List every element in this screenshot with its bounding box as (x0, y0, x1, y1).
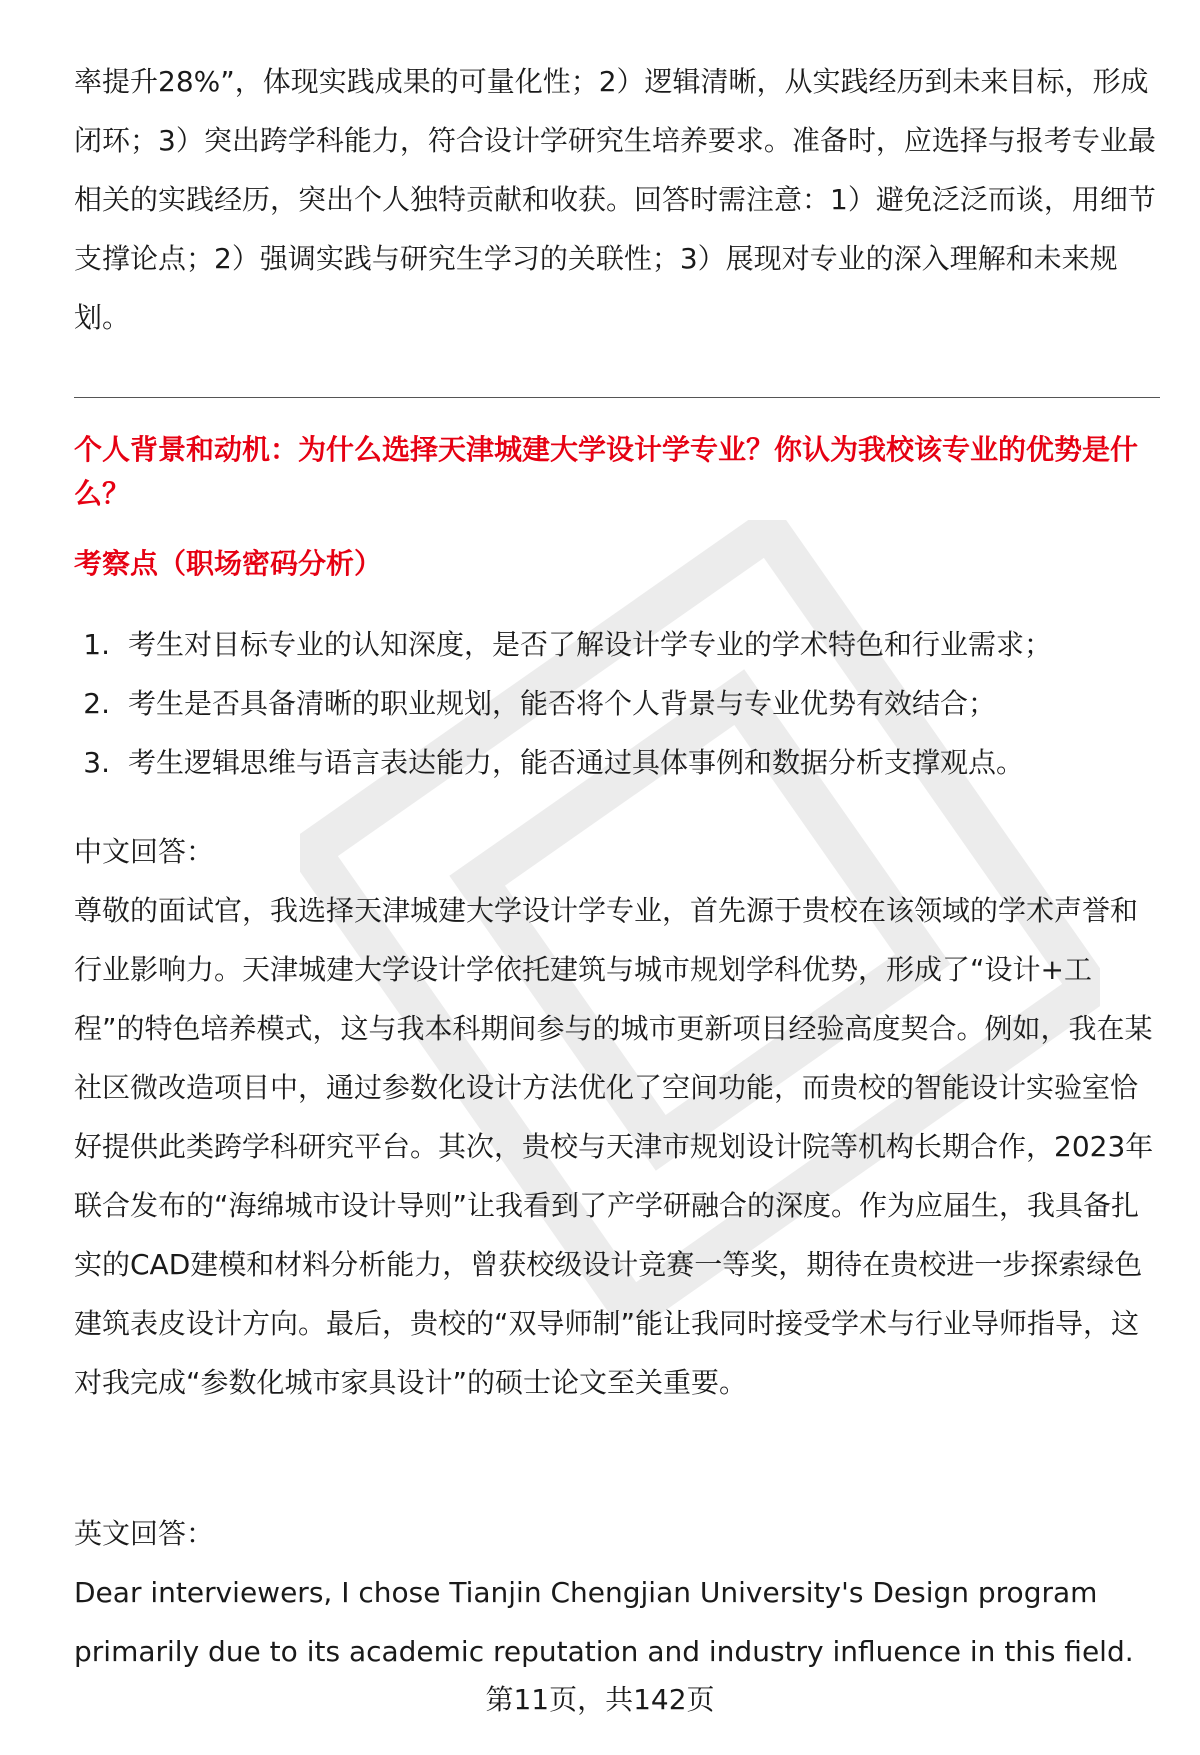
chinese-answer-label: 中文回答： (74, 835, 215, 868)
list-item (74, 674, 1160, 733)
list-item (74, 733, 1160, 792)
section-divider (74, 397, 1160, 398)
list-item (74, 615, 1160, 674)
list-item-number: 3. (83, 746, 110, 779)
assessment-heading: 考察点（职场密码分析） (74, 547, 383, 580)
question-title: 个人背景和动机：为什么选择天津城建大学设计学专业？你认为我校该专业的优势是什么？ (74, 433, 1139, 510)
list-item-text: 考生对目标专业的认知深度，是否了解设计学专业的学术特色和行业需求； (128, 628, 1053, 661)
english-answer-text: Dear interviewers, I chose Tianjin Chengjian University's Design program primarily due to its academic reputation and industry influence in this field. (74, 1576, 1134, 1668)
list-item-text: 考生是否具备清晰的职业规划，能否将个人背景与专业优势有效结合； (128, 687, 997, 720)
page-indicator: 第11页，共142页 (485, 1683, 715, 1716)
intro-paragraph: 率提升28%”，体现实践成果的可量化性；2）逻辑清晰，从实践经历到未来目标，形成闭环；3）突出跨学科能力，符合设计学研究生培养要求。准备时，应选择与报考专业最相关的实践经历，突出个人独特贡献和收获。回答时需注意：1）避免泛泛而谈，用细节支撑论点；2）强调实践与研究生学习的关联性；3）展现对专业的深入理解和未来规划。 (74, 65, 1156, 334)
english-answer-label: 英文回答： (74, 1517, 215, 1550)
list-item-number: 1. (83, 628, 110, 661)
chinese-answer-text: 尊敬的面试官，我选择天津城建大学设计学专业，首先源于贵校在该领域的学术声誉和行业影响力。天津城建大学设计学依托建筑与城市规划学科优势，形成了“设计+工程”的特色培养模式，这与我本科期间参与的城市更新项目经验高度契合。例如，我在某社区微改造项目中，通过参数化设计方法优化了空间功能，而贵校的智能设计实验室恰好提供此类跨学科研究平台。其次，贵校与天津市规划设计院等机构长期合作，2023年联合发布的“海绵城市设计导则”让我看到了产学研融合的深度。作为应届生，我具备扎实的CAD建模和材料分析能力，曾获校级设计竞赛一等奖，期待在贵校进一步探索绿色建筑表皮设计方向。最后，贵校的“双导师制”能让我同时接受学术与行业导师指导，这对我完成“参数化城市家具设计”的硕士论文至关重要。 (74, 894, 1154, 1399)
english-answer-section (74, 1504, 1160, 1681)
list-item-number: 2. (83, 687, 110, 720)
chinese-answer-section (74, 822, 1160, 1412)
list-item-text: 考生逻辑思维与语言表达能力，能否通过具体事例和数据分析支撑观点。 (128, 746, 1025, 779)
assessment-points-list (74, 615, 1160, 792)
